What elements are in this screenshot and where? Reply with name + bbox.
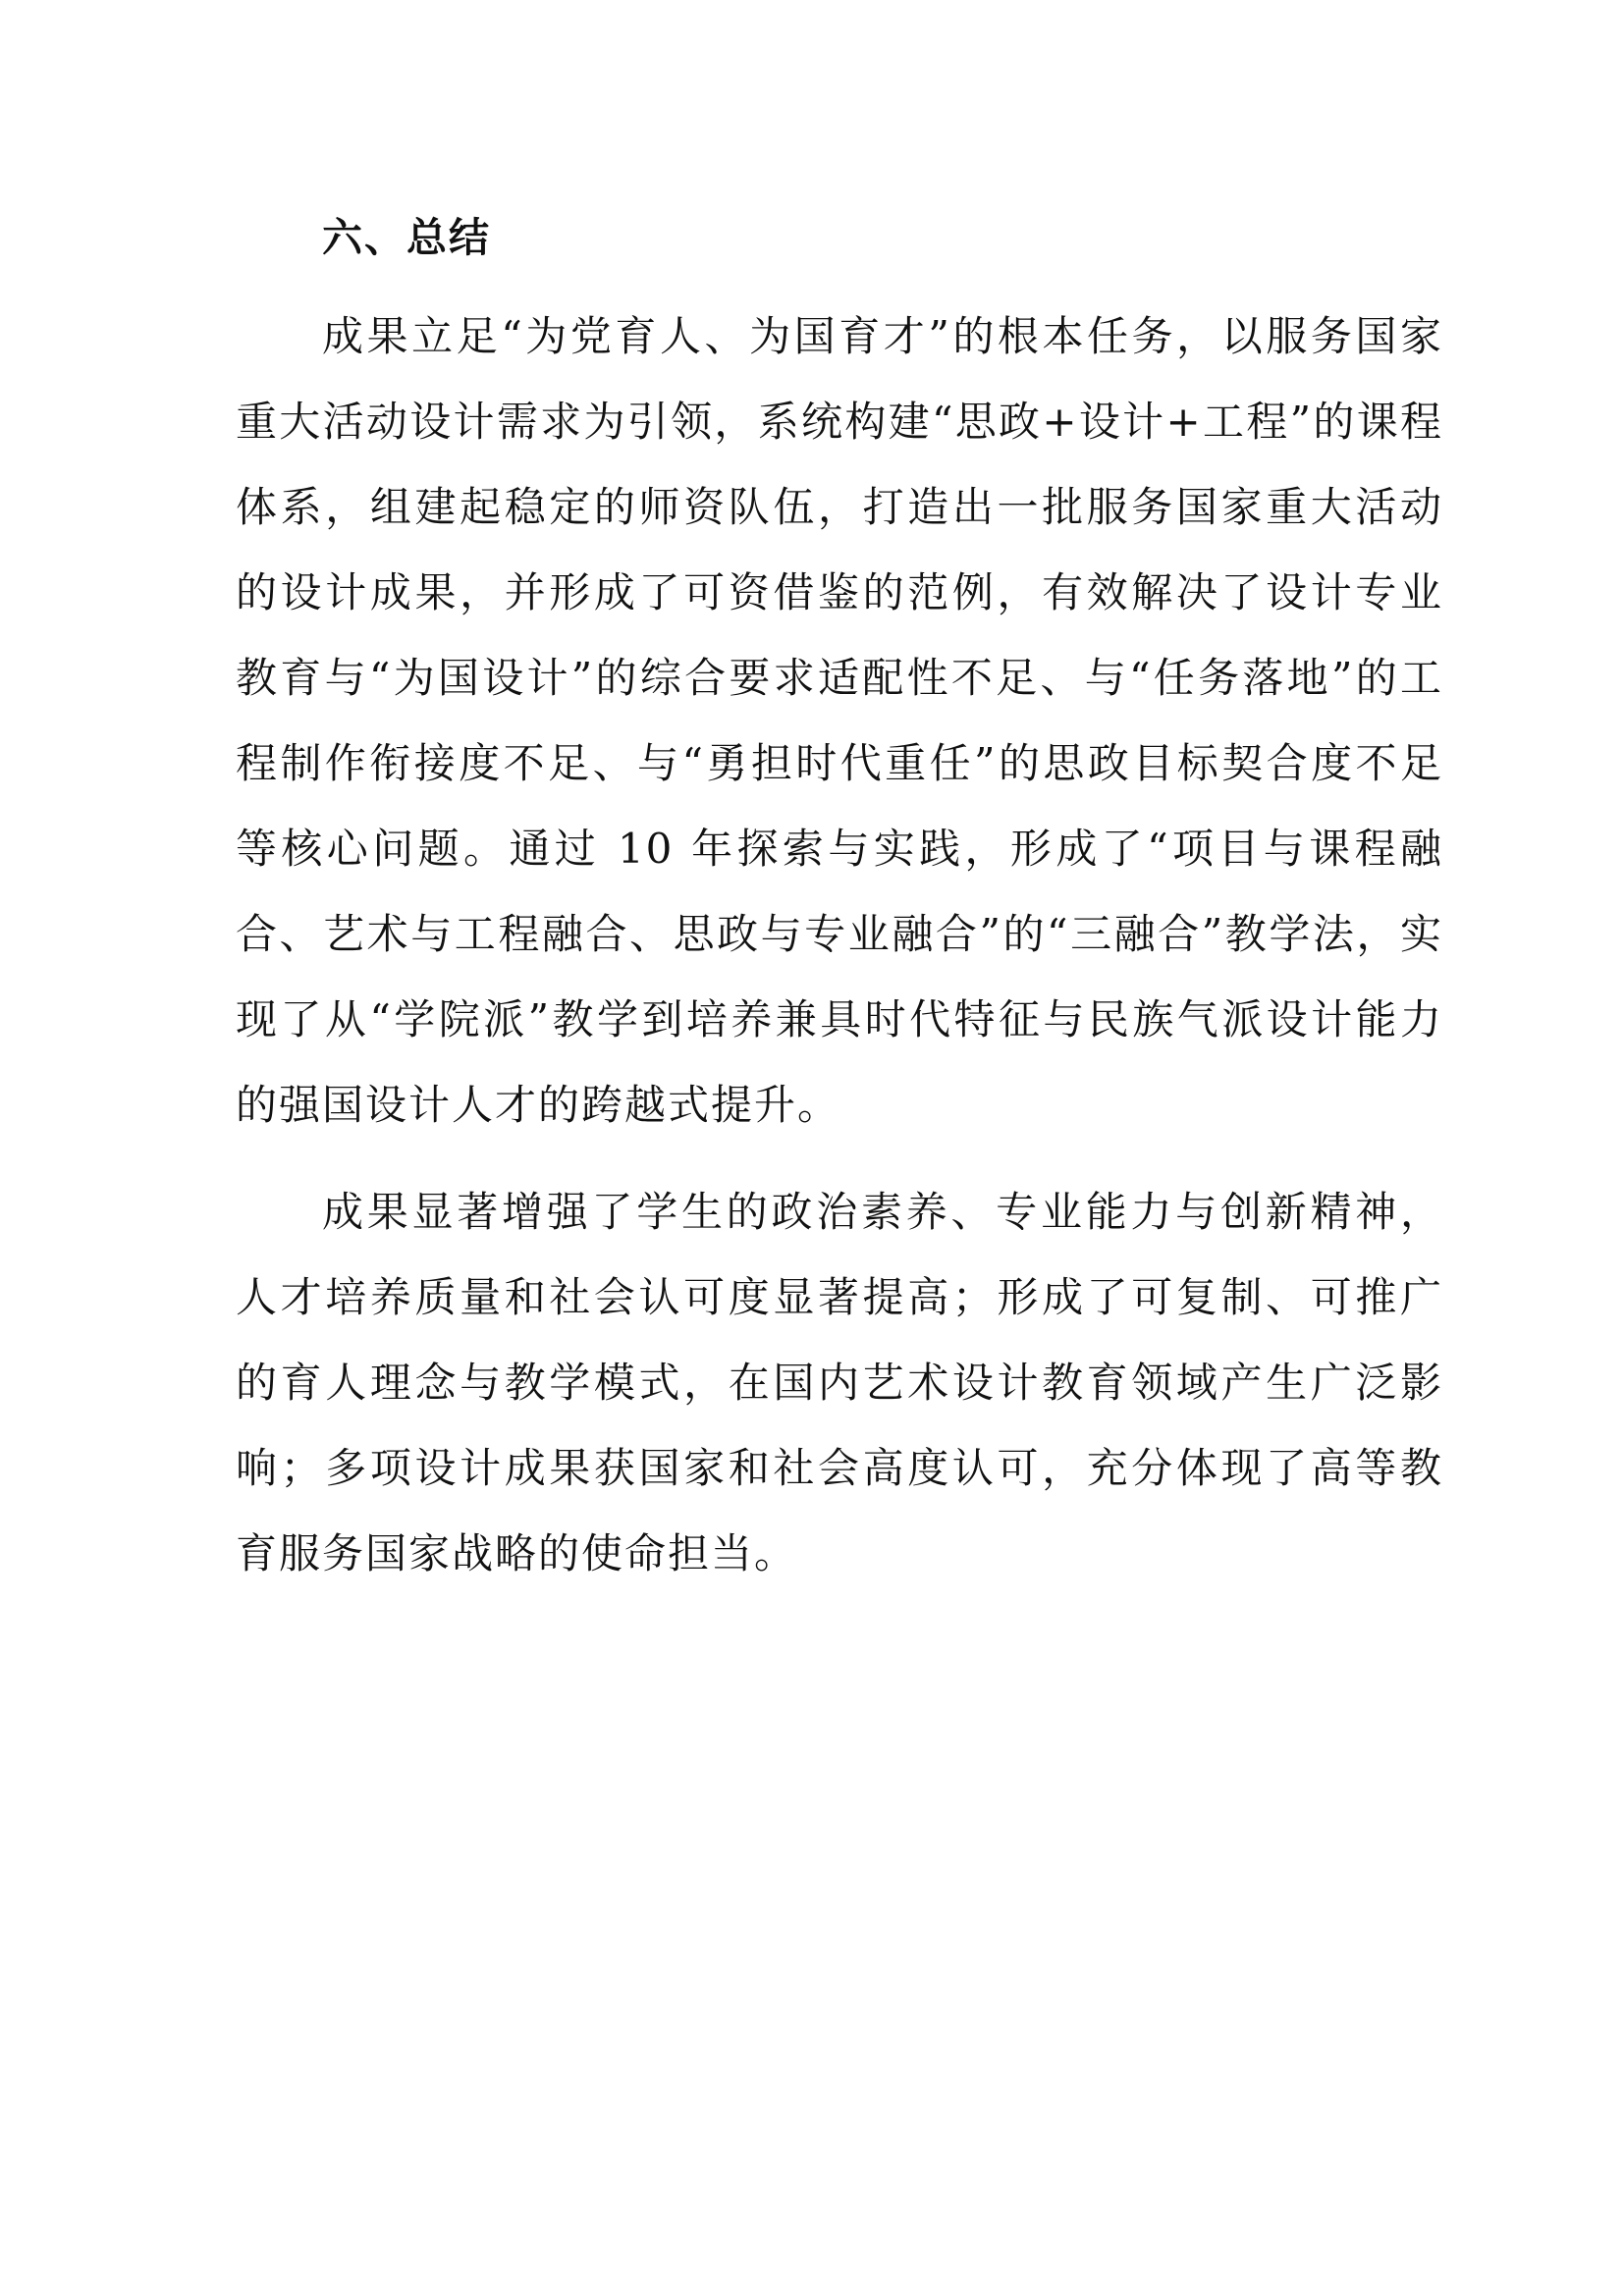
document-content (236, 206, 1443, 1618)
paragraph-1: 成果立足“为党育人、为国育才”的根本任务，以服务国家重大活动设计需求为引领，系统构建“思政+设计+工程”的课程体系，组建起稳定的师资队伍，打造出一批服务国家重大活动的设计成果，并形成了可资借鉴的范例，有效解决了设计专业教育与“为国设计”的综合要求适配性不足、与“任务落地”的工程制作衔接度不足、与“勇担时代重任”的思政目标契合度不足等核心问题。通过 10 年探索与实践，形成了“项目与课程融合、艺术与工程融合、思政与专业融合”的“三融合”教学法，实现了从“学院派”教学到培养兼具时代特征与民族气派设计能力的强国设计人才的跨越式提升。 (236, 312, 1443, 1129)
section-heading: 六、总结 (322, 214, 491, 261)
paragraph-2: 成果显著增强了学生的政治素养、专业能力与创新精神，人才培养质量和社会认可度显著提高；形成了可复制、可推广的育人理念与教学模式，在国内艺术设计教育领域产生广泛影响；多项设计成果获国家和社会高度认可，充分体现了高等教育服务国家战略的使命担当。 (236, 1188, 1443, 1577)
